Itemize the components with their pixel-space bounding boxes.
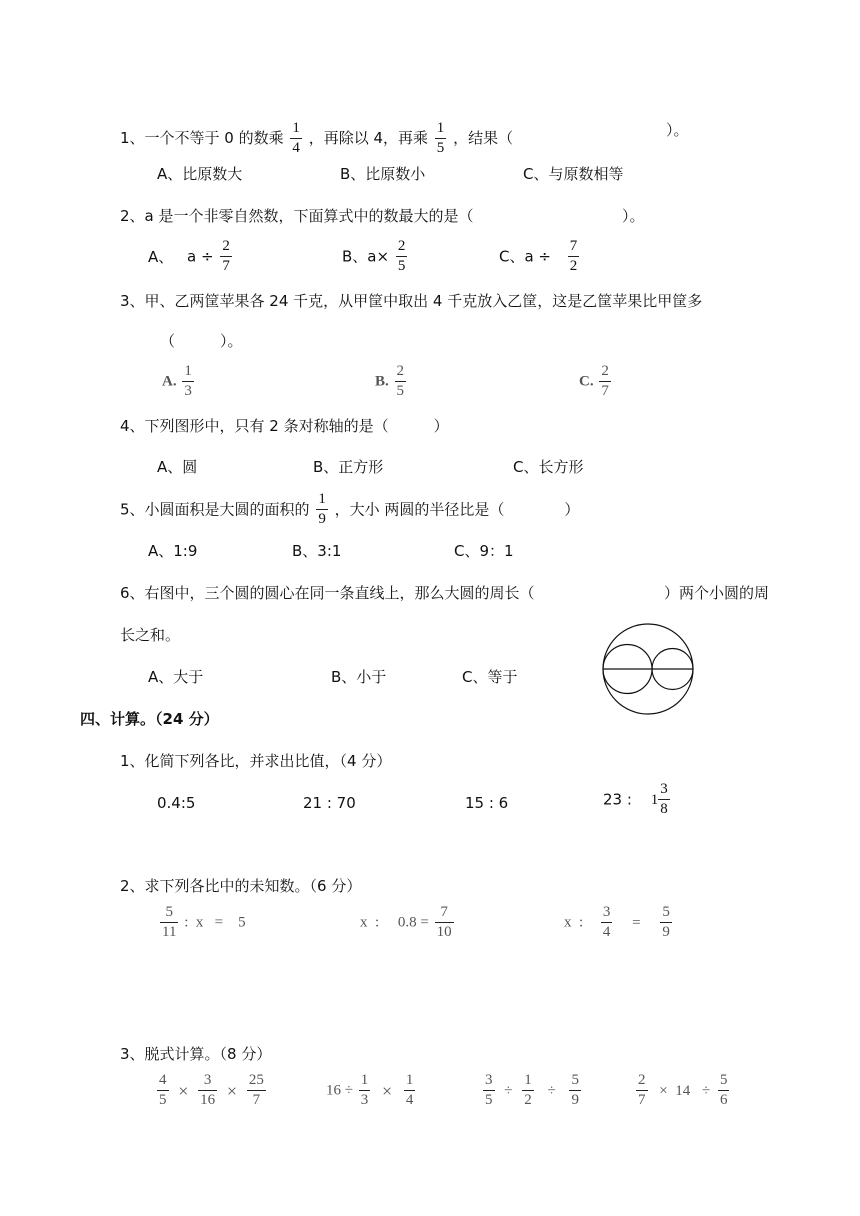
calc-3-p1-c-denominator: 7 bbox=[252, 1092, 261, 1108]
calc-3-p2-operator: × bbox=[381, 1080, 393, 1101]
q3-a-numerator: 1 bbox=[182, 364, 194, 382]
question-5 bbox=[120, 492, 579, 527]
q1-f2-numerator: 1 bbox=[435, 121, 447, 139]
q3-c-fraction bbox=[599, 364, 611, 399]
calc-3-p1-fraction-a bbox=[157, 1073, 169, 1108]
q1-text-b: ，再除以 4，再乘 bbox=[308, 129, 428, 147]
q4-option-b: B、正方形 bbox=[313, 458, 384, 476]
calc-3-p2-lead: 16 ÷ bbox=[326, 1082, 353, 1099]
calc-3-p3-b-numerator: 1 bbox=[522, 1073, 534, 1091]
calc-3-p4-c-denominator: 6 bbox=[719, 1092, 728, 1108]
calc-1-item-2: 21 : 70 bbox=[303, 794, 356, 812]
q4-option-a: A、圆 bbox=[157, 458, 198, 476]
calc-3-p1-fraction-c bbox=[247, 1073, 266, 1108]
calc-2-e2-denominator: 10 bbox=[436, 924, 452, 940]
question-3-line-1: 3、甲、乙两筐苹果各 24 千克，从甲筐中取出 4 千克放入乙筐，这是乙筐苹果比甲筐多 bbox=[120, 292, 703, 310]
calc-2-e3-fraction-right bbox=[660, 905, 672, 940]
calc-3-p4-fraction-a bbox=[636, 1073, 648, 1108]
q2-option-b bbox=[342, 239, 409, 274]
q5-denominator: 9 bbox=[318, 511, 326, 527]
calc-1-item-4-numerator: 3 bbox=[658, 782, 670, 800]
q3-b-fraction bbox=[395, 364, 407, 399]
calc-3-problem-4 bbox=[634, 1073, 731, 1108]
q1-option-a: A、比原数大 bbox=[157, 165, 243, 183]
question-1 bbox=[120, 121, 513, 156]
calc-3-p4-c-numerator: 5 bbox=[718, 1073, 730, 1091]
q3-a-label: A. bbox=[162, 373, 177, 390]
q2-option-a-expr bbox=[187, 239, 234, 274]
q2-b-numerator: 2 bbox=[396, 239, 408, 257]
calc-2-equation-1 bbox=[158, 905, 246, 940]
calc-2-e3-left-denominator: 4 bbox=[602, 924, 611, 940]
q2-b-denominator: 5 bbox=[397, 258, 406, 274]
q5-text-b: ，大小 两圆的半径比是（ ） bbox=[334, 500, 580, 519]
calc-3-problem-3 bbox=[481, 1073, 583, 1108]
q1-f2-denominator: 5 bbox=[436, 140, 445, 156]
calc-2-equation-3 bbox=[564, 905, 674, 940]
calc-2-e3-right-numerator: 5 bbox=[660, 905, 672, 923]
calc-3-p1-a-numerator: 4 bbox=[157, 1073, 169, 1091]
calc-3-p2-a-numerator: 1 bbox=[359, 1073, 371, 1091]
question-6-line-1a: 6、右图中，三个圆的圆心在同一条直线上，那么大圆的周长（ bbox=[120, 584, 535, 602]
q1-text-end: ）。 bbox=[666, 121, 689, 139]
q1-fraction-2 bbox=[435, 121, 447, 156]
q6-option-c: C、等于 bbox=[462, 668, 518, 686]
q5-option-a: A、1:9 bbox=[148, 542, 198, 560]
calc-3-title: 3、脱式计算。（8 分） bbox=[120, 1045, 272, 1063]
q2-a-fraction bbox=[220, 239, 232, 274]
q6-option-b: B、小于 bbox=[331, 668, 387, 686]
q3-b-denominator: 5 bbox=[396, 383, 405, 399]
calc-3-p1-a-denominator: 5 bbox=[159, 1092, 167, 1108]
calc-3-p3-fraction-c bbox=[569, 1073, 581, 1108]
q3-option-a bbox=[162, 364, 196, 399]
calc-2-e1-fraction bbox=[160, 905, 178, 940]
q3-b-numerator: 2 bbox=[395, 364, 407, 382]
calc-3-p2-b-numerator: 1 bbox=[404, 1073, 416, 1091]
question-4: 4、下列图形中，只有 2 条对称轴的是（ ） bbox=[120, 417, 449, 435]
calc-3-p3-c-denominator: 9 bbox=[571, 1092, 579, 1108]
calc-1-item-4-fraction bbox=[658, 782, 670, 817]
q3-c-numerator: 2 bbox=[599, 364, 611, 382]
q1-text-a: 1、一个不等于 0 的数乘 bbox=[120, 129, 284, 147]
calc-3-p4-a-denominator: 7 bbox=[638, 1092, 646, 1108]
q1-fraction-1 bbox=[290, 121, 302, 156]
q2-text-end: ）。 bbox=[622, 207, 645, 225]
calc-1-item-4-denominator: 8 bbox=[660, 801, 668, 817]
calc-3-p3-a-denominator: 5 bbox=[485, 1092, 493, 1108]
calc-3-p1-b-numerator: 3 bbox=[198, 1073, 217, 1091]
calc-3-p1-c-numerator: 25 bbox=[247, 1073, 266, 1091]
calc-1-item-4-prefix: 23 : bbox=[603, 790, 632, 809]
calc-3-p2-fraction-a bbox=[359, 1073, 371, 1108]
calc-2-e3-left-numerator: 3 bbox=[601, 905, 613, 923]
calc-3-p4-fraction-c bbox=[718, 1073, 730, 1108]
calc-3-p4-a-numerator: 2 bbox=[636, 1073, 648, 1091]
q4-option-c: C、长方形 bbox=[513, 458, 584, 476]
calc-2-e3-left: x : bbox=[564, 914, 584, 931]
calc-3-p2-b-denominator: 4 bbox=[405, 1092, 414, 1108]
q2-b-fraction bbox=[396, 239, 408, 274]
q5-option-c: C、9：1 bbox=[454, 542, 514, 560]
calc-3-p1-operator-1: × bbox=[178, 1080, 189, 1101]
q3-option-b bbox=[375, 364, 408, 399]
calc-2-e3-fraction-left bbox=[601, 905, 613, 940]
q5-option-b: B、3:1 bbox=[292, 542, 342, 560]
q3-a-fraction bbox=[182, 364, 194, 399]
calc-3-p3-b-denominator: 2 bbox=[524, 1092, 532, 1108]
q1-text-c: ，结果（ bbox=[453, 129, 514, 147]
calc-3-p3-operator-1: ÷ bbox=[504, 1082, 513, 1099]
calc-3-p4-operator-2: ÷ bbox=[701, 1082, 711, 1099]
calc-3-p3-a-numerator: 3 bbox=[483, 1073, 495, 1091]
calc-2-e2-fraction bbox=[435, 905, 454, 940]
q2-b-label: B、a× bbox=[342, 247, 390, 266]
calc-3-p2-fraction-b bbox=[404, 1073, 416, 1108]
calc-3-p4-operator-1: × 14 bbox=[659, 1082, 691, 1099]
calc-3-p3-fraction-b bbox=[522, 1073, 534, 1108]
calc-1-item-1: 0.4:5 bbox=[157, 794, 196, 812]
q3-c-denominator: 7 bbox=[601, 383, 609, 399]
q2-c-fraction bbox=[568, 239, 580, 274]
q3-a-denominator: 3 bbox=[184, 383, 192, 399]
q3-c-label: C. bbox=[579, 373, 594, 390]
three-circles-figure bbox=[596, 622, 700, 718]
question-3-line-2: （ ）。 bbox=[160, 332, 243, 350]
calc-3-p1-operator-2: × bbox=[226, 1080, 238, 1101]
q2-option-c bbox=[499, 239, 581, 274]
question-6-line-1b: ）两个小圆的周 bbox=[664, 584, 770, 602]
q3-b-label: B. bbox=[375, 373, 389, 390]
q2-c-denominator: 2 bbox=[569, 258, 578, 274]
calc-2-e2-left: x : 0.8 = bbox=[360, 914, 429, 931]
calc-3-p1-fraction-b bbox=[198, 1073, 217, 1108]
q2-c-numerator: 7 bbox=[568, 239, 580, 257]
calc-1-item-4-whole: 1 bbox=[650, 791, 659, 808]
calc-3-problem-1 bbox=[155, 1073, 268, 1108]
q1-f1-denominator: 4 bbox=[292, 140, 300, 156]
calc-2-equation-2 bbox=[360, 905, 456, 940]
q1-option-c: C、与原数相等 bbox=[523, 165, 624, 183]
calc-2-e1-numerator: 5 bbox=[160, 905, 178, 923]
calc-1-title: 1、化简下列各比，并求出比值，（4 分） bbox=[120, 752, 392, 770]
q1-f1-numerator: 1 bbox=[290, 121, 302, 139]
calc-3-p3-operator-2: ÷ bbox=[547, 1082, 556, 1099]
calc-2-e1-rest: : x = 5 bbox=[184, 914, 246, 931]
calc-1-item-3: 15 : 6 bbox=[465, 794, 509, 812]
calc-2-e3-right-denominator: 9 bbox=[662, 924, 670, 940]
calc-3-p1-b-denominator: 16 bbox=[200, 1092, 216, 1108]
calc-2-e3-equals: = bbox=[632, 914, 641, 931]
calc-1-item-4 bbox=[603, 782, 672, 817]
q5-numerator: 1 bbox=[316, 492, 328, 510]
q2-a-numerator: 2 bbox=[220, 239, 232, 257]
q5-text-a: 5、小圆面积是大圆的面积的 bbox=[120, 500, 310, 519]
calc-2-title: 2、求下列各比中的未知数。（6 分） bbox=[120, 877, 362, 895]
calc-3-problem-2 bbox=[326, 1073, 417, 1108]
q5-fraction bbox=[316, 492, 328, 527]
q6-option-a: A、大于 bbox=[148, 668, 204, 686]
q1-option-b: B、比原数小 bbox=[340, 165, 426, 183]
section-4-title: 四、计算。（24 分） bbox=[80, 710, 219, 728]
q2-c-label: C、a ÷ bbox=[499, 247, 552, 266]
question-2: 2、a 是一个非零自然数，下面算式中的数最大的是（ bbox=[120, 207, 474, 225]
calc-3-p3-c-numerator: 5 bbox=[569, 1073, 581, 1091]
q2-a-expr-text: a ÷ bbox=[187, 247, 214, 266]
q3-option-c bbox=[579, 364, 613, 399]
calc-3-p3-fraction-a bbox=[483, 1073, 495, 1108]
q2-option-a-label: A、 bbox=[148, 248, 174, 266]
q2-a-denominator: 7 bbox=[222, 258, 230, 274]
calc-2-e1-denominator: 11 bbox=[162, 924, 177, 940]
calc-2-e2-numerator: 7 bbox=[435, 905, 454, 923]
calc-3-p2-a-denominator: 3 bbox=[360, 1092, 369, 1108]
question-6-line-2: 长之和。 bbox=[120, 626, 181, 644]
